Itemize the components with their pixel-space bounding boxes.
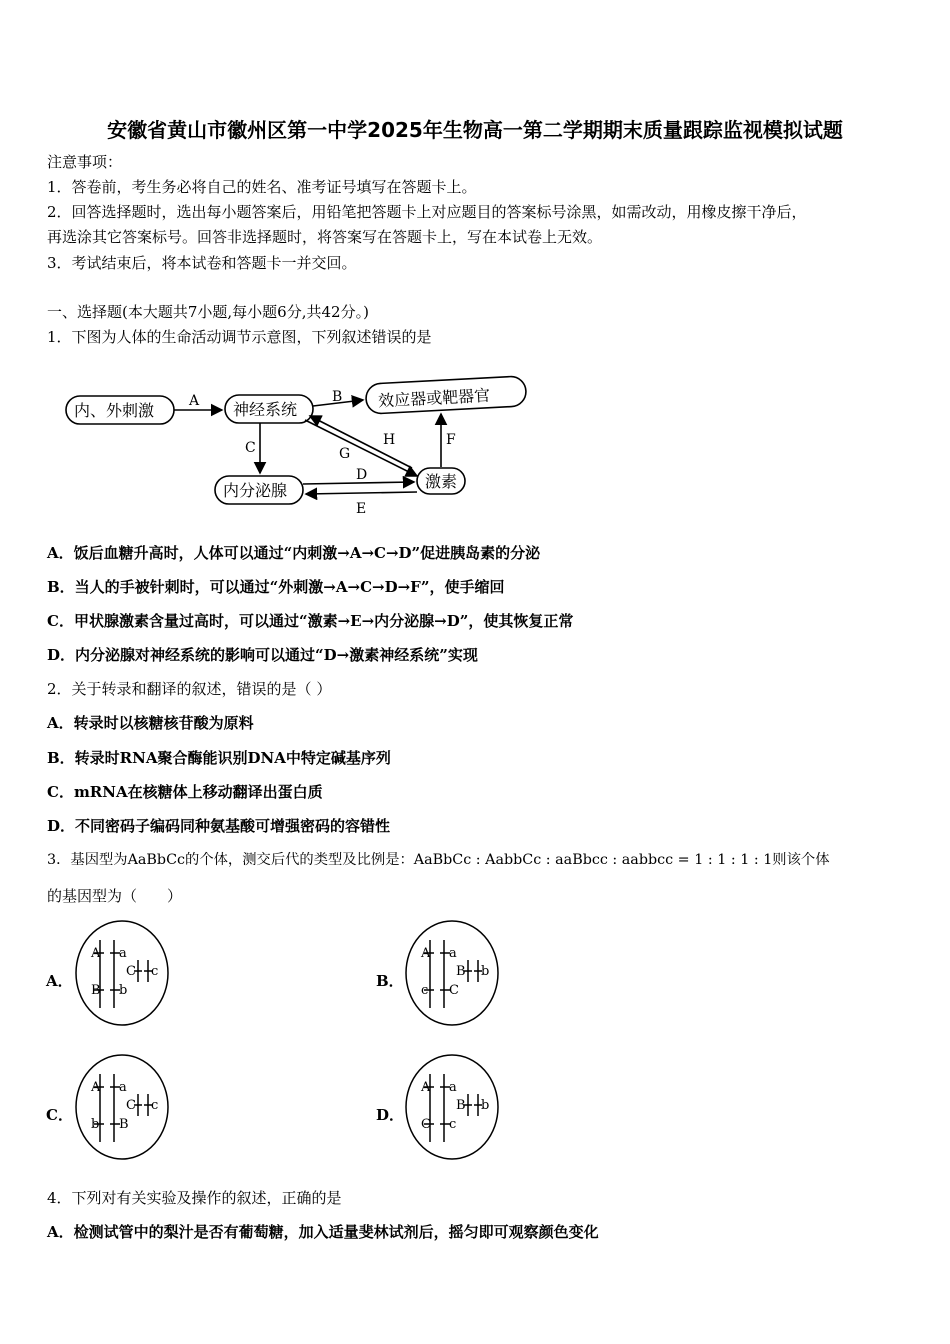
q3-option-d-label: D． bbox=[376, 1106, 405, 1124]
effector-label: 效应器或靶器官 bbox=[377, 385, 491, 411]
q3-option-c-label: C． bbox=[46, 1106, 73, 1124]
question-3-stem: 3．基因型为AaBbCc的个体，测交后代的类型及比例是：AaBbCc : AabbCc : aaBbcc : aabbcc = 1 : 1 : 1 : 1则该个体 bbox=[47, 852, 830, 868]
gene-label: C bbox=[126, 1098, 136, 1113]
q3-cell-a bbox=[74, 918, 174, 1030]
notice-item: 2．回答选择题时，选出每小题答案后，用铅笔把答题卡上对应题目的答案标号涂黑，如需改动，用橡皮擦干净后， bbox=[47, 203, 807, 221]
q3-option-a-label: A． bbox=[46, 972, 73, 990]
q1-option-a: A．饭后血糖升高时，人体可以通过“内刺激→A→C→D”促进胰岛素的分泌 bbox=[47, 544, 541, 562]
gene-label: c bbox=[449, 1117, 457, 1132]
gene-label: A bbox=[421, 1080, 431, 1095]
gene-label: B bbox=[119, 1117, 129, 1132]
arrow-label: G bbox=[339, 446, 351, 462]
q1-option-c: C．甲状腺激素含量过高时，可以通过“激素→E→内分泌腺→D”，使其恢复正常 bbox=[47, 612, 574, 630]
regulation-diagram bbox=[60, 372, 540, 522]
q1-option-d: D．内分泌腺对神经系统的影响可以通过“D→激素神经系统”实现 bbox=[47, 646, 478, 664]
question-4-stem: 4．下列对有关实验及操作的叙述，正确的是 bbox=[47, 1189, 342, 1207]
q3-cell-d bbox=[404, 1052, 504, 1164]
q2-option-d: D．不同密码子编码同种氨基酸可增强密码的容错性 bbox=[47, 817, 391, 835]
gene-label: c bbox=[151, 1098, 159, 1113]
arrow-label: D bbox=[356, 467, 368, 483]
q3-cell-b bbox=[404, 918, 504, 1030]
gene-label: A bbox=[91, 1080, 101, 1095]
endocrine-label: 内分泌腺 bbox=[223, 481, 288, 500]
gene-label: B bbox=[91, 983, 101, 998]
gene-label: B bbox=[456, 964, 466, 979]
q2-option-c: C．mRNA在核糖体上移动翻译出蛋白质 bbox=[47, 783, 323, 801]
arrow-label: H bbox=[383, 432, 396, 448]
q3-option-b-label: B． bbox=[376, 972, 404, 990]
gene-label: C bbox=[449, 983, 459, 998]
question-1-stem: 1．下图为人体的生命活动调节示意图，下列叙述错误的是 bbox=[47, 328, 432, 346]
arrow-label: C bbox=[245, 440, 256, 456]
gene-label: c bbox=[151, 964, 159, 979]
question-2-stem: 2．关于转录和翻译的叙述，错误的是（ ） bbox=[47, 680, 332, 698]
gene-label: A bbox=[421, 946, 431, 961]
notice-item: 3．考试结束后，将本试卷和答题卡一并交回。 bbox=[47, 254, 357, 272]
gene-label: a bbox=[119, 1080, 127, 1095]
q2-option-b: B．转录时RNA聚合酶能识别DNA中特定碱基序列 bbox=[47, 749, 391, 767]
gene-label: a bbox=[449, 1080, 457, 1095]
question-3-stem-cont: 的基因型为（ ） bbox=[47, 887, 183, 905]
gene-label: b bbox=[481, 1098, 490, 1113]
stimulus-label: 内、外刺激 bbox=[74, 401, 155, 420]
gene-label: a bbox=[119, 946, 127, 961]
hormone-label: 激素 bbox=[425, 472, 458, 491]
gene-label: b bbox=[481, 964, 490, 979]
arrow-label: A bbox=[189, 393, 200, 409]
gene-label: b bbox=[119, 983, 128, 998]
section-heading: 一、选择题(本大题共7小题,每小题6分,共42分。) bbox=[47, 303, 369, 321]
gene-label: a bbox=[449, 946, 457, 961]
q4-option-a: A．检测试管中的梨汁是否有葡萄糖，加入适量斐林试剂后，摇匀即可观察颜色变化 bbox=[47, 1223, 599, 1241]
arrow-label: E bbox=[356, 501, 367, 517]
notice-item: 再选涂其它答案标号。回答非选择题时，将答案写在答题卡上，写在本试卷上无效。 bbox=[47, 228, 603, 246]
gene-label: A bbox=[91, 946, 101, 961]
gene-label: c bbox=[421, 983, 429, 998]
q2-option-a: A．转录时以核糖核苷酸为原料 bbox=[47, 714, 254, 732]
q1-option-b: B．当人的手被针刺时，可以通过“外刺激→A→C→D→F”，使手缩回 bbox=[47, 578, 505, 596]
q3-cell-c bbox=[74, 1052, 174, 1164]
nervous-system-label: 神经系统 bbox=[233, 400, 298, 419]
gene-label: B bbox=[456, 1098, 466, 1113]
gene-label: C bbox=[421, 1117, 431, 1132]
gene-label: b bbox=[91, 1117, 100, 1132]
gene-label: C bbox=[126, 964, 136, 979]
arrow-label: F bbox=[446, 432, 456, 448]
notice-item: 1．答卷前，考生务必将自己的姓名、准考证号填写在答题卡上。 bbox=[47, 178, 477, 196]
notice-heading: 注意事项： bbox=[47, 153, 123, 171]
page-title: 安徽省黄山市徽州区第一中学2025年生物高一第二学期期末质量跟踪监视模拟试题 bbox=[107, 118, 843, 142]
arrow-label: B bbox=[332, 389, 343, 405]
